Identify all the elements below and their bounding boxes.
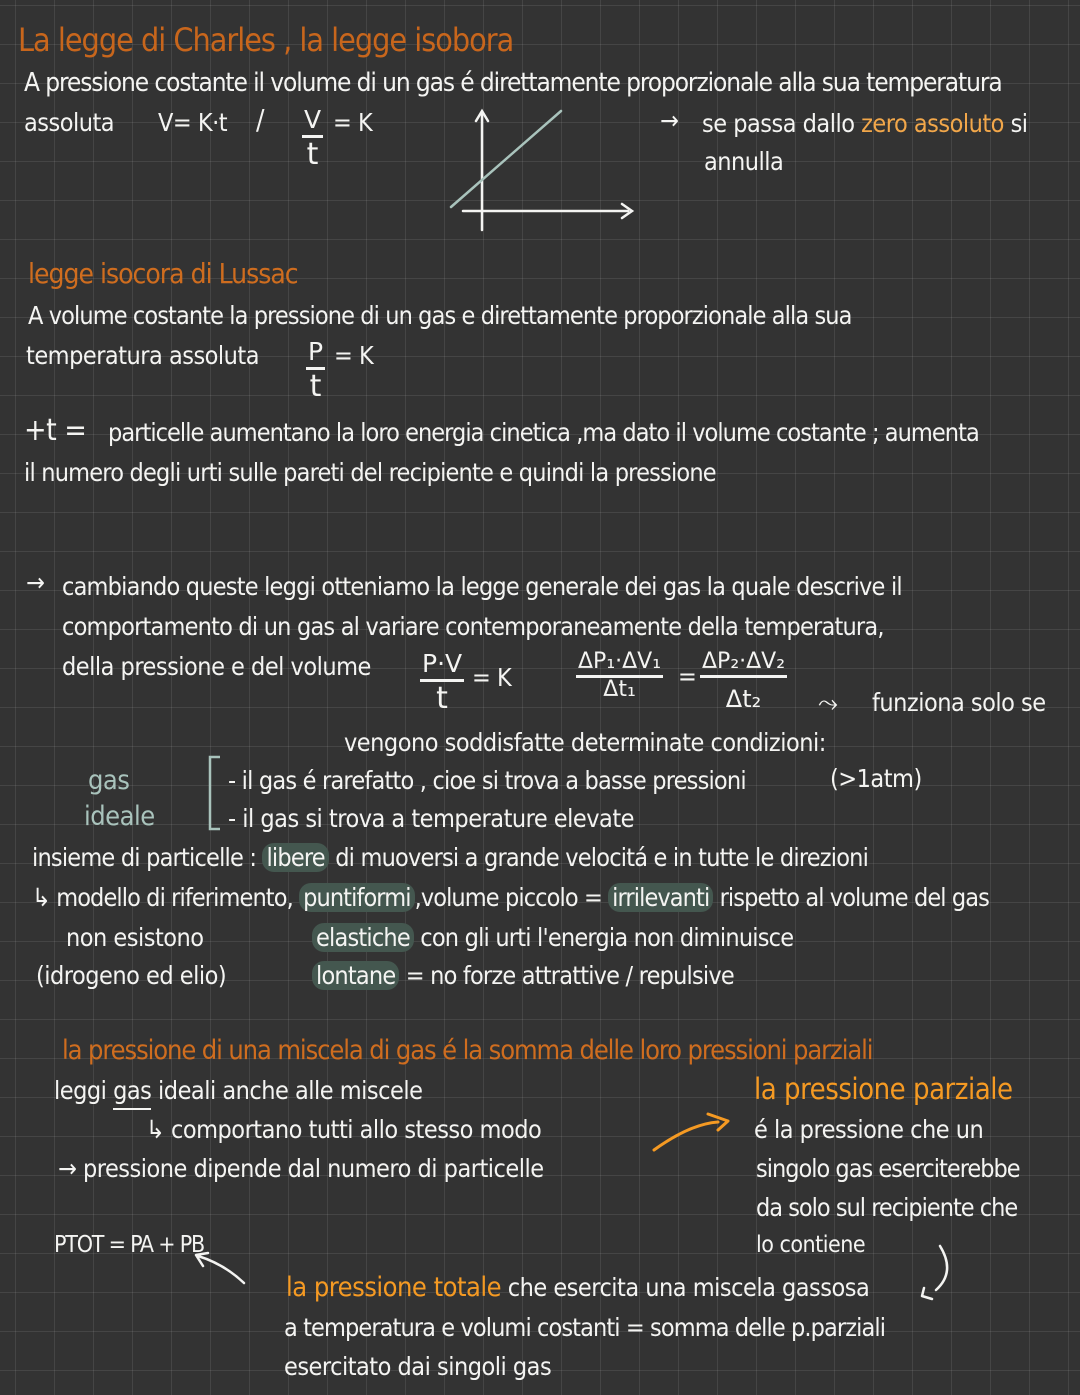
fraction-numerator: V [302, 106, 323, 138]
partial-pressure-line-4: lo contiene [756, 1232, 866, 1258]
general-conditions-intro: vengono soddisfatte determinate condizioni: [344, 728, 826, 757]
charles-assoluta: assoluta [24, 108, 115, 137]
fraction-denominator: Δt₁ [603, 677, 636, 703]
particles-line-1b: di muoversi a grande velocitá e in tutte le direzioni [335, 843, 869, 872]
fraction-denominator: t [436, 680, 448, 716]
general-line-1: cambiando queste leggi otteniamo la legge generale dei gas la quale descrive il [62, 572, 902, 601]
particles-not-exist: non esistono [66, 923, 204, 952]
particles-line-2b: ,volume piccolo = [414, 883, 602, 912]
highlight-irrilevanti: irrilevanti [608, 883, 713, 912]
general-fraction-eq: = K [472, 663, 512, 692]
general-line-3: della pressione e del volume [62, 652, 371, 681]
zero-assoluto-highlight: zero assoluto [861, 109, 1004, 138]
arrow-icon: → [26, 568, 45, 597]
highlight-libere: libere [262, 843, 328, 872]
particles-line-2c: rispetto al volume del gas [719, 883, 989, 912]
curved-arrow-icon: ⤳ [818, 688, 838, 717]
lussac-title: legge isocora di Lussac [28, 257, 298, 290]
mixture-line-3: → pressione dipende dal numero di particelle [58, 1154, 544, 1183]
mixture-title: la pressione di una miscela di gas é la somma delle loro pressioni parziali [62, 1035, 873, 1066]
mixture-line-1a: leggi [54, 1076, 107, 1105]
lussac-definition: A volume costante la pressione di un gas e direttamente proporzionale alla sua [28, 301, 852, 330]
mixture-gas-underlined: gas [113, 1076, 151, 1110]
particles-line-4-text: = no forze attrattive / repulsive [405, 961, 734, 990]
partial-pressure-line-3: da solo sul recipiente che [756, 1193, 1018, 1222]
white-curved-arrow-down-icon [922, 1246, 947, 1299]
charles-slash: / [256, 103, 264, 136]
partial-pressure-line-1: é la pressione che un [754, 1115, 984, 1144]
total-pressure-line-3: esercitato dai singoli gas [284, 1352, 552, 1381]
particles-line-2a: ↳ modello di riferimento, [32, 883, 293, 912]
fraction-numerator: ΔP₁·ΔV₁ [576, 650, 663, 678]
general-line-2: comportamento di un gas al variare contemporaneamente della temperatura, [62, 612, 884, 641]
particles-line-3-text: con gli urti l'energia non diminuisce [420, 923, 794, 952]
charles-title: La legge di Charles , la legge isobora [18, 21, 514, 59]
particles-line-1a: insieme di particelle : [32, 843, 257, 872]
highlight-lontane: lontane [312, 961, 399, 990]
partial-pressure-title: la pressione parziale [754, 1072, 1013, 1106]
particles-examples: (idrogeno ed elio) [36, 961, 227, 990]
lussac-plus-t: +t = [24, 413, 87, 448]
white-arrow-left-icon [196, 1253, 244, 1283]
fraction-denominator: t [309, 368, 322, 404]
general-fraction-mid-eq: = [678, 662, 697, 691]
total-pressure-formula: PTOT = PA + PB [54, 1232, 205, 1258]
charles-formula: V= K·t [158, 108, 228, 137]
condition-high-temperature: - il gas si trova a temperature elevate [228, 804, 634, 833]
mixture-line-1b: ideali anche alle miscele [158, 1076, 423, 1105]
lussac-fraction-eq: = K [334, 341, 374, 370]
arrow-icon: → [660, 106, 679, 135]
lussac-explanation-1: particelle aumentano la loro energia cinetica ,ma dato il volume costante ; aumenta [108, 418, 979, 447]
fraction-denominator: t [306, 136, 319, 172]
total-pressure-line-2: a temperatura e volumi costanti = somma delle p.parziali [284, 1313, 886, 1342]
charles-definition: A pressione costante il volume di un gas é direttamente proporzionale alla sua temperatura [24, 68, 1002, 98]
fraction-denominator: Δt₂ [725, 685, 762, 714]
charles-fraction-eq: = K [333, 108, 373, 137]
charles-note-b: si [1010, 109, 1028, 138]
partial-pressure-line-2: singolo gas eserciterebbe [756, 1154, 1020, 1183]
ideal-gas-label-2: ideale [84, 801, 155, 832]
condition-rarefied-note: (>1atm) [830, 764, 922, 793]
total-pressure-title: la pressione totale [286, 1272, 502, 1303]
mixture-line-2: ↳ comportano tutti allo stesso modo [146, 1115, 542, 1144]
lussac-temperatura: temperatura assoluta [26, 341, 260, 370]
total-pressure-line-1-text: che esercita una miscela gassosa [507, 1273, 870, 1302]
orange-curved-arrow-icon [654, 1114, 728, 1150]
fraction-numerator: ΔP₂·ΔV₂ [700, 650, 787, 678]
lussac-explanation-2: il numero degli urti sulle pareti del recipiente e quindi la pressione [24, 458, 716, 487]
fraction-numerator: P [306, 338, 325, 370]
highlight-puntiformi: puntiformi [299, 883, 415, 912]
fraction-numerator: P·V [420, 650, 464, 682]
condition-rarefied: - il gas é rarefatto , cioe si trova a basse pressioni [228, 766, 746, 795]
ideal-gas-label-1: gas [88, 765, 130, 796]
charles-note-a: se passa dallo [702, 109, 855, 138]
general-works-only-if: funziona solo se [872, 688, 1046, 717]
highlight-elastiche: elastiche [312, 923, 414, 952]
charles-note-line2: annulla [704, 147, 784, 176]
